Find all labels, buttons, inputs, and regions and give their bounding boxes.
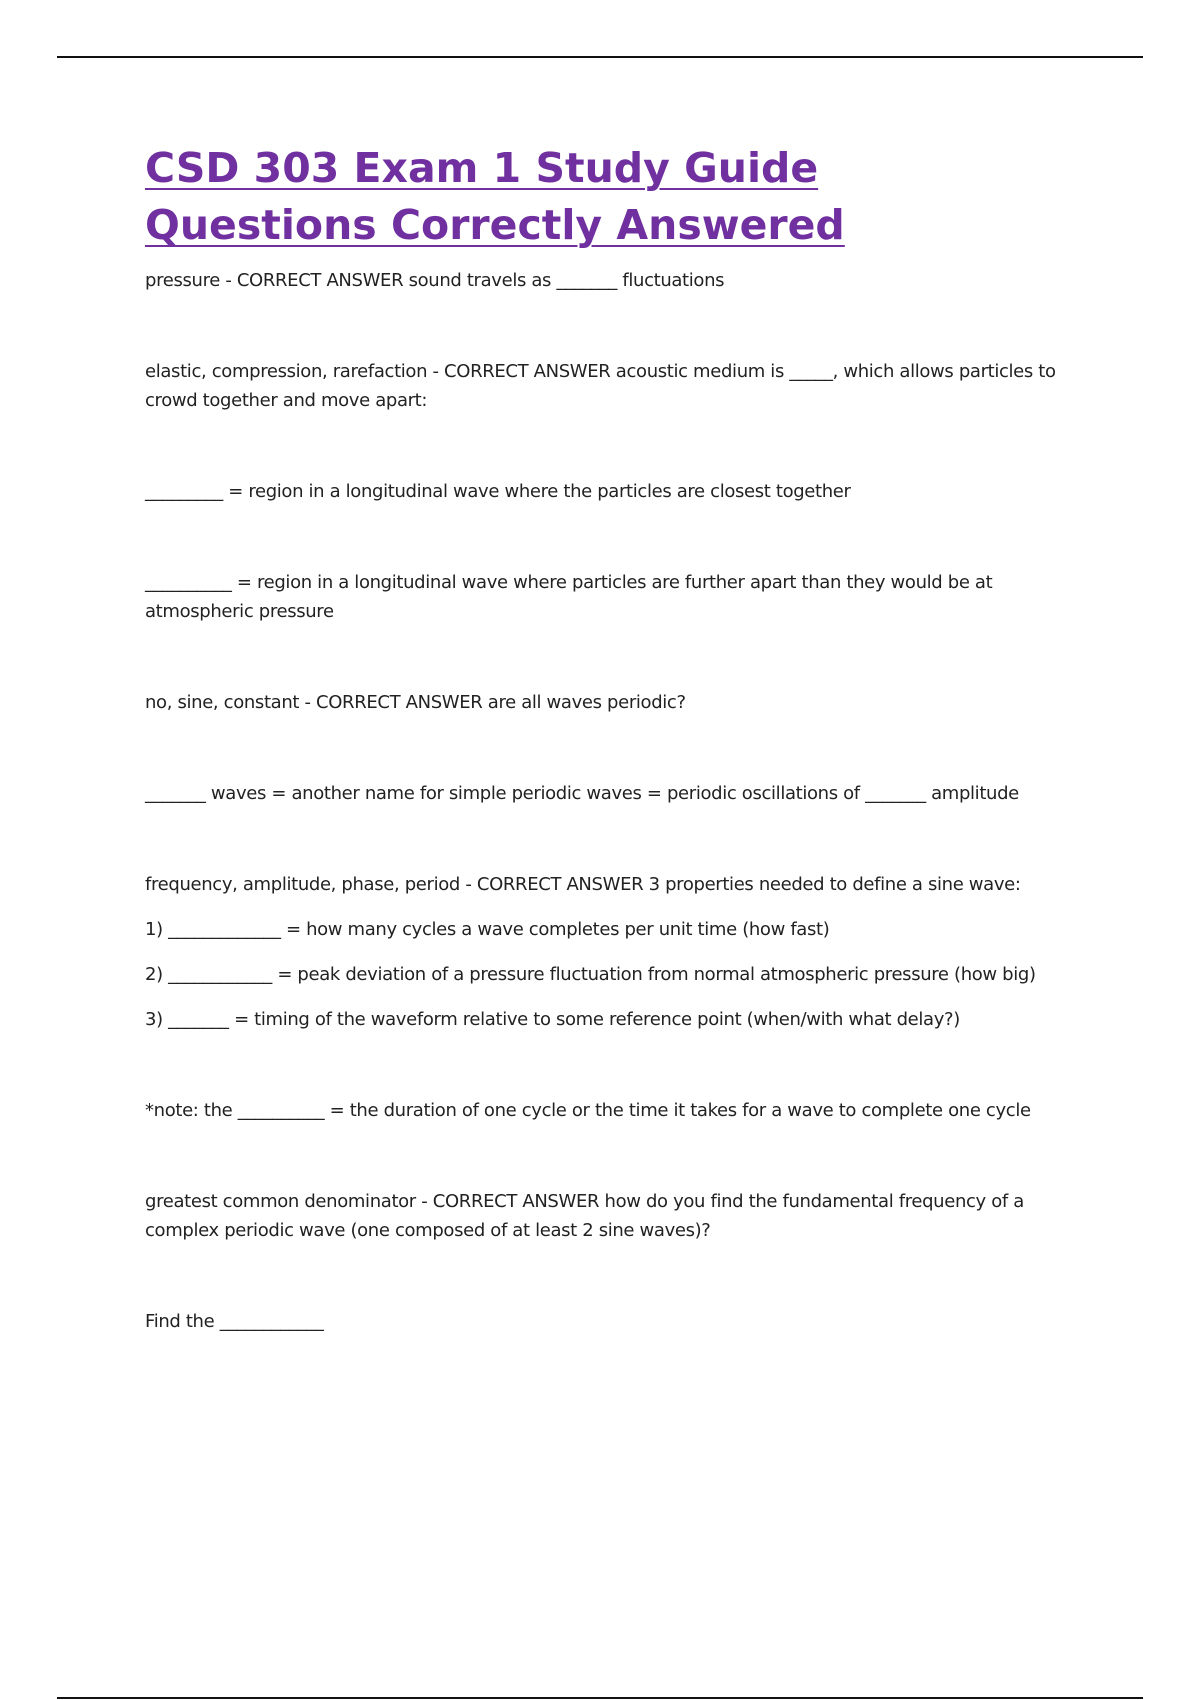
- qa-elastic-medium: elastic, compression, rarefaction - CORRECT ANSWER acoustic medium is _____, which allows particles to crowd together and move apart:: [145, 361, 1056, 411]
- document-body: [145, 140, 1095, 1336]
- document-title: [145, 140, 1095, 254]
- list-item-frequency: 1) _____________ = how many cycles a wave completes per unit time (how fast): [145, 919, 830, 940]
- note-period: *note: the __________ = the duration of one cycle or the time it takes for a wave to complete one cycle: [145, 1100, 1031, 1121]
- qa-fundamental-frequency: greatest common denominator - CORRECT ANSWER how do you find the fundamental frequency of a complex periodic wave (one composed of at least 2 sine waves)?: [145, 1191, 1024, 1241]
- title-line-1: CSD 303 Exam 1 Study Guide: [145, 144, 819, 192]
- find-the-blank: Find the ____________: [145, 1311, 324, 1332]
- list-item-amplitude: 2) ____________ = peak deviation of a pressure fluctuation from normal atmospheric pressure (how big): [145, 964, 1036, 985]
- qa-compression: _________ = region in a longitudinal wave where the particles are closest together: [145, 481, 851, 502]
- qa-periodic: no, sine, constant - CORRECT ANSWER are all waves periodic?: [145, 692, 686, 713]
- top-divider: [57, 56, 1143, 58]
- qa-sine-waves: _______ waves = another name for simple periodic waves = periodic oscillations of _______ amplitude: [145, 783, 1019, 804]
- list-item-phase: 3) _______ = timing of the waveform relative to some reference point (when/with what delay?): [145, 1009, 960, 1030]
- qa-rarefaction: __________ = region in a longitudinal wave where particles are further apart than they would be at atmospheric pressure: [145, 572, 993, 622]
- title-line-2: Questions Correctly Answered: [145, 201, 845, 249]
- bottom-divider: [57, 1697, 1143, 1699]
- qa-sine-properties: frequency, amplitude, phase, period - CORRECT ANSWER 3 properties needed to define a sine wave:: [145, 874, 1021, 895]
- qa-pressure: pressure - CORRECT ANSWER sound travels as _______ fluctuations: [145, 270, 725, 291]
